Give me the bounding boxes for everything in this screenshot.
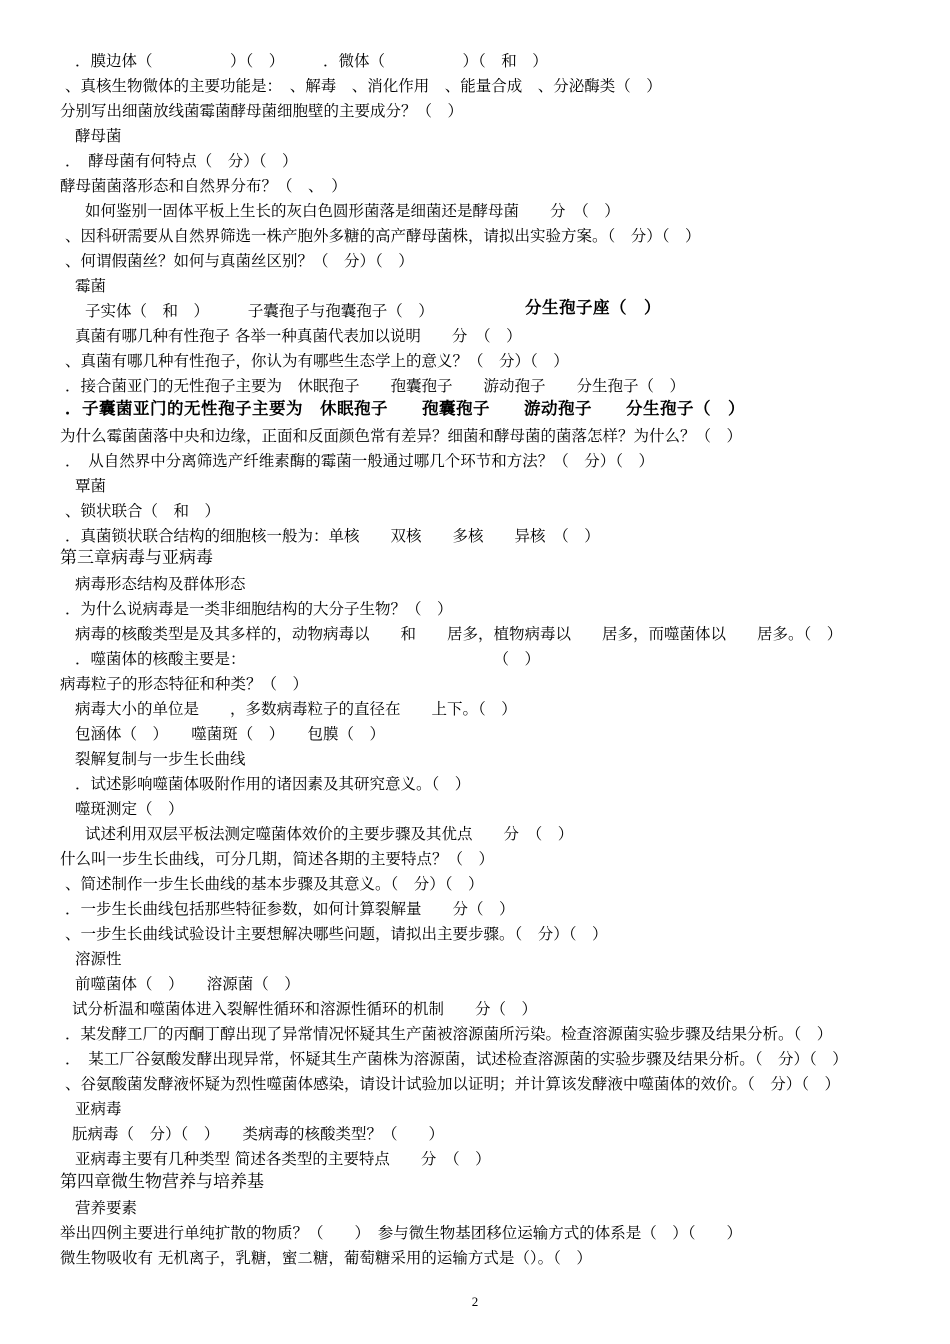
text-line: 如何鉴别一固体平板上生长的灰白色圆形菌落是细菌还是酵母菌 分 （ ） xyxy=(85,202,620,220)
text-line: ．为什么说病毒是一类非细胞结构的大分子生物？（ ） xyxy=(65,600,453,618)
text-line: 亚病毒主要有几种类型 简述各类型的主要特点 分 （ ） xyxy=(75,1150,491,1168)
text-line: ．真菌锁状联合结构的细胞核一般为：单核 双核 多核 异核 （ ） xyxy=(65,527,600,545)
text-line: ．某发酵工厂的丙酮丁醇出现了异常情况怀疑其生产菌被溶源菌所污染。检查溶源菌实验步骤及结果分析。（ ） xyxy=(65,1025,833,1043)
text-line: 试分析温和噬菌体进入裂解性循环和溶源性循环的机制 分（ ） xyxy=(72,1000,538,1018)
text-line: 前噬菌体（ ） 溶源菌（ ） xyxy=(75,975,300,993)
text-line: 朊病毒（ 分）（ ） 类病毒的核酸类型？（ ） xyxy=(72,1125,445,1143)
text-line: ．试述影响噬菌体吸附作用的诸因素及其研究意义。（ ） xyxy=(75,775,471,793)
text-line: 分别写出细菌放线菌霉菌酵母菌细胞壁的主要成分？（ ） xyxy=(60,102,464,120)
text-line: 病毒粒子的形态特征和种类？（ ） xyxy=(60,675,309,693)
text-line: 病毒形态结构及群体形态 xyxy=(75,575,246,593)
text-line: ．接合菌亚门的无性孢子主要为 休眠孢子 孢囊孢子 游动孢子 分生孢子（ ） xyxy=(65,377,686,395)
text-line: 酵母菌菌落形态和自然界分布？（ 、 ） xyxy=(60,177,347,195)
text-line: 溶源性 xyxy=(75,950,122,968)
text-line: 裂解复制与一步生长曲线 xyxy=(75,750,246,768)
text-line: 噬斑测定（ ） xyxy=(75,800,184,818)
page-number: 2 xyxy=(471,1294,479,1309)
chapter-heading: 第三章病毒与亚病毒 xyxy=(60,548,213,568)
text-line: 、简述制作一步生长曲线的基本步骤及其意义。（ 分）（ ） xyxy=(65,875,484,893)
text-line: ． 某工厂谷氨酸发酵出现异常，怀疑其生产菌株为溶源菌，试述检查溶源菌的实验步骤及结果分析。（ 分）（ ） xyxy=(65,1050,848,1068)
text-line: 、真核生物微体的主要功能是： 、解毒 、消化作用 、能量合成 、分泌酶类（ ） xyxy=(65,77,662,95)
text-line: ． 从自然界中分离筛选产纤维素酶的霉菌一般通过哪几个环节和方法？（ 分）（ ） xyxy=(65,452,655,470)
chapter-heading: 第四章微生物营养与培养基 xyxy=(60,1172,264,1192)
text-line: 、锁状联合（ 和 ） xyxy=(65,502,221,520)
text-line: ．一步生长曲线包括那些特征参数，如何计算裂解量 分（ ） xyxy=(65,900,515,918)
text-line: 霉菌 xyxy=(75,277,107,295)
text-line: 、谷氨酸菌发酵液怀疑为烈性噬菌体感染，请设计试验加以证明；并计算该发酵液中噬菌体的效价。（ 分）（ ） xyxy=(65,1075,841,1093)
text-line: 亚病毒 xyxy=(75,1100,122,1118)
text-line: ．噬菌体的核酸主要是： （ ） xyxy=(75,650,541,668)
text-line: ．膜边体（ ）（ ） ．微体（ ）（ 和 ） xyxy=(75,52,548,70)
text-line: 、真菌有哪几种有性孢子，你认为有哪些生态学上的意义？（ 分）（ ） xyxy=(65,352,569,370)
text-line: 微生物吸收有 无机离子，乳糖，蜜二糖，葡萄糖采用的运输方式是（）。（ ） xyxy=(60,1249,592,1267)
text-line: 为什么霉菌菌落中央和边缘，正面和反面颜色常有差异？细菌和酵母菌的菌落怎样？为什么？（ ） xyxy=(60,427,743,445)
text-line: 病毒的核酸类型是及其多样的，动物病毒以 和 居多，植物病毒以 居多，而噬菌体以 居多。（ ） xyxy=(75,625,843,643)
text-line: ．子囊菌亚门的无性孢子主要为 休眠孢子 孢囊孢子 游动孢子 分生孢子（ ） xyxy=(65,399,745,418)
text-line: 覃菌 xyxy=(75,477,107,495)
text-line: 酵母菌 xyxy=(75,127,122,145)
text-line: 真菌有哪几种有性孢子 各举一种真菌代表加以说明 分 （ ） xyxy=(75,327,522,345)
text-line: 、因科研需要从自然界筛选一株产胞外多糖的高产酵母菌株，请拟出实验方案。（ 分）（ ） xyxy=(65,227,701,245)
text-line: 包涵体（ ） 噬菌斑（ ） 包膜（ ） xyxy=(75,725,386,743)
text-line: 营养要素 xyxy=(75,1199,138,1217)
text-line: 子实体（ 和 ） 子囊孢子与孢囊孢子（ ） xyxy=(85,302,434,320)
spore-seat-text: 分生孢子座（ ） xyxy=(525,298,661,317)
text-line: 、何谓假菌丝？如何与真菌丝区别？（ 分）（ ） xyxy=(65,252,414,270)
text-line: 什么叫一步生长曲线，可分几期，简述各期的主要特点？（ ） xyxy=(60,850,495,868)
text-line: ． 酵母菌有何特点（ 分）（ ） xyxy=(65,152,298,170)
text-line: 、一步生长曲线试验设计主要想解决哪些问题，请拟出主要步骤。（ 分）（ ） xyxy=(65,925,608,943)
text-line: 病毒大小的单位是 ，多数病毒粒子的直径在 上下。（ ） xyxy=(75,700,517,718)
text-line: 举出四例主要进行单纯扩散的物质？（ ） 参与微生物基团移位运输方式的体系是（ ）（ ） xyxy=(60,1224,743,1242)
text-line: 试述利用双层平板法测定噬菌体效价的主要步骤及其优点 分 （ ） xyxy=(85,825,574,843)
